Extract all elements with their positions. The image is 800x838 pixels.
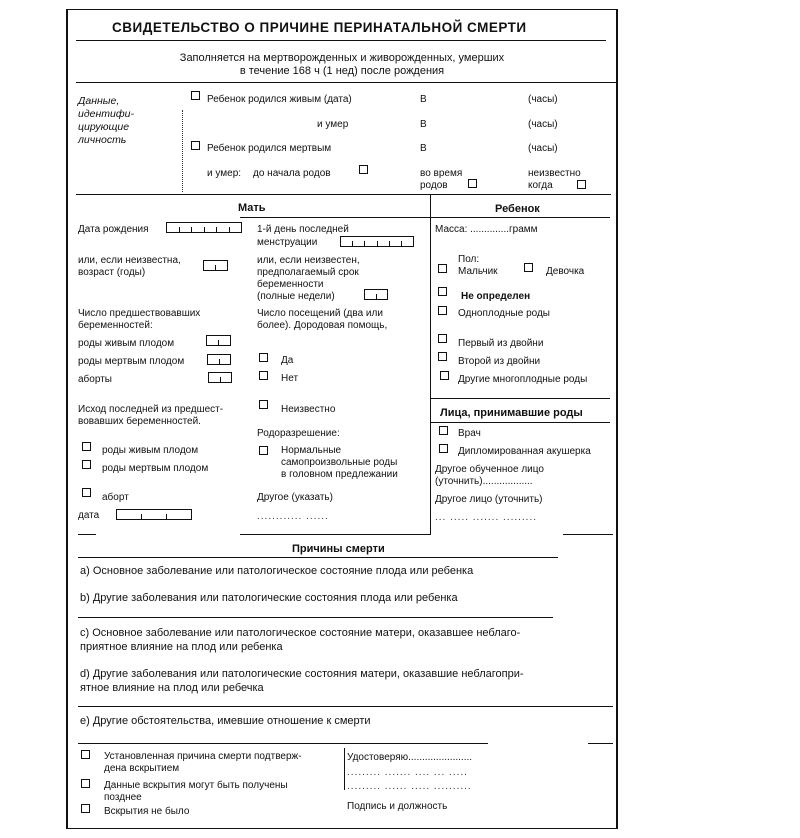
delivery-other-field[interactable]: ............ ...... (257, 511, 329, 522)
doctor-label: Врач (458, 428, 481, 439)
mass-field[interactable]: Масса: ..............грамм (435, 224, 538, 235)
outcome-date-label: дата (78, 510, 100, 521)
gestation-label-3: беременности (257, 279, 324, 290)
born-dead-label: Ребенок родился мертвым (207, 143, 332, 154)
autopsy-later-checkbox[interactable] (81, 779, 90, 788)
at-label: В (420, 119, 427, 130)
cause-b: b) Другие заболевания или патологические состояния плода или ребенка (80, 592, 458, 604)
stillbirths-label: роды мертвым плодом (78, 356, 185, 367)
during-labor-label-1: во время (420, 168, 463, 179)
causes-heading: Причины смерти (292, 543, 385, 555)
lmp-label-2: менструации (257, 237, 318, 248)
born-alive-checkbox[interactable] (191, 91, 200, 100)
live-births-input[interactable] (206, 335, 231, 346)
certify-field[interactable]: Удостоверяю....................... (347, 752, 473, 763)
autopsy-confirmed-label-1: Установленная причина смерти подтверж- (104, 751, 302, 762)
before-labor-checkbox[interactable] (359, 165, 368, 174)
autopsy-confirmed-label-2: дена вскрытием (104, 763, 180, 774)
cause-c-line-2: приятное влияние на плод или ребенка (80, 641, 283, 653)
other-person-label: Другое лицо (уточнить) (435, 494, 543, 505)
identification-label-4: личность (78, 134, 127, 146)
birth-date-label: Дата рождения (78, 224, 149, 235)
gestation-label-1: или, если неизвестен, (257, 255, 360, 266)
outcome-live-checkbox[interactable] (82, 442, 91, 451)
other-trained-label-1: Другое обученное лицо (435, 464, 544, 475)
child-heading: Ребенок (495, 203, 540, 215)
unknown-when-label-1: неизвестно (528, 168, 581, 179)
first-twin-checkbox[interactable] (438, 334, 447, 343)
unknown-when-label-2: когда (528, 180, 553, 191)
before-labor-label: до начала родов (253, 168, 331, 179)
outcome-abort-checkbox[interactable] (82, 488, 91, 497)
and-died-label: и умер (317, 119, 349, 130)
hours-label: (часы) (528, 119, 558, 130)
prenatal-unknown-checkbox[interactable] (259, 400, 268, 409)
signature-label: Подпись и должность (347, 801, 448, 812)
certify-dots-2[interactable]: ......... ...... ..... .......... (347, 781, 472, 792)
divider (78, 617, 553, 618)
hours-label: (часы) (528, 94, 558, 105)
cause-e: e) Другие обстоятельства, имевшие отношение к смерти (80, 715, 371, 727)
first-twin-label: Первый из двойни (458, 338, 544, 349)
lmp-date-input[interactable] (340, 236, 414, 247)
undetermined-checkbox[interactable] (438, 287, 447, 296)
identification-label-3: цирующие (78, 121, 130, 133)
page-title: СВИДЕТЕЛЬСТВО О ПРИЧИНЕ ПЕРИНАТАЛЬНОЙ СМЕРТИ (112, 20, 527, 35)
live-births-label: роды живым плодом (78, 338, 175, 349)
midwife-checkbox[interactable] (439, 444, 448, 453)
born-dead-checkbox[interactable] (191, 141, 200, 150)
lmp-label-1: 1-й день последней (257, 224, 349, 235)
abortions-label: аборты (78, 374, 112, 385)
divider (78, 534, 96, 535)
delivery-normal-label-2: самопроизвольные роды (281, 457, 398, 468)
age-label-2: возраст (годы) (78, 267, 146, 278)
other-multiple-label: Другие многоплодные роды (458, 374, 588, 385)
no-autopsy-checkbox[interactable] (81, 804, 90, 813)
divider (430, 422, 610, 423)
undetermined-label: Не определен (461, 291, 531, 302)
stillbirths-input[interactable] (207, 354, 231, 365)
girl-checkbox[interactable] (524, 263, 533, 272)
delivery-label: Родоразрешение: (257, 428, 340, 439)
autopsy-later-label-2: позднее (104, 792, 142, 803)
prev-pregnancies-label-1: Число предшествовавших (78, 308, 201, 319)
prenatal-yes-label: Да (281, 355, 294, 366)
subtitle-line-2: в течение 168 ч (1 нед) после рождения (239, 65, 445, 77)
gestation-label-4: (полные недели) (257, 291, 335, 302)
prenatal-no-checkbox[interactable] (259, 371, 268, 380)
last-outcome-label-2: вовавших беременностей. (78, 416, 201, 427)
divider (588, 743, 613, 744)
midwife-label: Дипломированная акушерка (458, 446, 591, 457)
doctor-checkbox[interactable] (439, 426, 448, 435)
outcome-abort-label: аборт (102, 492, 129, 503)
column-divider (430, 195, 431, 535)
gestation-label-2: предполагаемый срок (257, 267, 359, 278)
last-outcome-label-1: Исход последней из предшест- (78, 404, 224, 415)
delivery-other-label: Другое (указать) (257, 492, 333, 503)
divider (344, 748, 345, 790)
divider (563, 534, 613, 535)
born-alive-label: Ребенок родился живым (дата) (207, 94, 352, 105)
prenatal-unknown-label: Неизвестно (281, 404, 336, 415)
boy-checkbox[interactable] (438, 264, 447, 273)
divider (78, 743, 488, 744)
delivery-normal-label-1: Нормальные (281, 445, 342, 456)
delivery-normal-label-3: в головном предлежании (281, 469, 398, 480)
divider (78, 706, 613, 707)
outcome-live-label: роды живым плодом (102, 445, 199, 456)
divider (76, 40, 606, 41)
visits-label-1: Число посещений (два или (257, 308, 383, 319)
other-trained-field[interactable]: (уточнить).................. (435, 476, 533, 487)
divider (76, 194, 611, 195)
attendants-heading: Лица, принимавшие роды (440, 407, 583, 419)
singleton-checkbox[interactable] (438, 306, 447, 315)
cause-c-line-1: c) Основное заболевание или патологическое состояние матери, оказавшее неблаго- (80, 627, 521, 639)
certify-dots-1[interactable]: ......... ....... .... ... ..... (347, 767, 468, 778)
cause-d-line-2: ятное влияние на плод или ребечка (80, 682, 264, 694)
during-labor-label-2: родов (420, 180, 448, 191)
at-label: В (420, 143, 427, 154)
identification-label-2: идентифи- (78, 108, 134, 120)
at-label: В (420, 94, 427, 105)
divider (76, 82, 616, 83)
autopsy-later-label-1: Данные вскрытия могут быть получены (104, 780, 288, 791)
outcome-dead-checkbox[interactable] (82, 460, 91, 469)
identification-label-1: Данные, (78, 95, 120, 107)
cause-d-line-1: d) Другие заболевания или патологические состояния матери, оказавшие неблагопри- (80, 668, 524, 680)
hours-label: (часы) (528, 143, 558, 154)
mother-heading: Мать (238, 202, 266, 214)
divider (430, 217, 610, 218)
prenatal-no-label: Нет (281, 373, 299, 384)
cause-a: a) Основное заболевание или патологическое состояние плода или ребенка (80, 565, 474, 577)
autopsy-confirmed-checkbox[interactable] (81, 750, 90, 759)
divider (182, 110, 183, 192)
divider (240, 217, 430, 218)
second-twin-label: Второй из двойни (458, 356, 541, 367)
abortions-input[interactable] (208, 372, 232, 383)
other-person-field[interactable]: ... ..... ....... ......... (435, 512, 538, 523)
sex-label: Пол: (458, 254, 480, 265)
second-twin-checkbox[interactable] (438, 352, 447, 361)
girl-label: Девочка (546, 266, 585, 277)
unknown-when-checkbox[interactable] (577, 180, 586, 189)
prev-pregnancies-label-2: беременностей: (78, 320, 153, 331)
birth-date-input[interactable] (166, 222, 242, 233)
age-label-1: или, если неизвестна, (78, 255, 181, 266)
no-autopsy-label: Вскрытия не было (104, 806, 190, 817)
during-labor-checkbox[interactable] (468, 179, 477, 188)
other-multiple-checkbox[interactable] (440, 371, 449, 380)
outcome-dead-label: роды мертвым плодом (102, 463, 209, 474)
delivery-normal-checkbox[interactable] (259, 446, 268, 455)
visits-label-2: более). Дородовая помощь, (257, 320, 388, 331)
subtitle-line-1: Заполняется на мертворожденных и живорожденных, умерших (179, 52, 505, 64)
and-died-when-label: и умер: (207, 168, 242, 179)
divider (430, 398, 610, 399)
divider (240, 534, 430, 535)
divider (78, 557, 558, 558)
singleton-label: Одноплодные роды (458, 308, 550, 319)
age-input[interactable] (203, 260, 228, 271)
outcome-date-input[interactable] (116, 509, 192, 520)
boy-label: Мальчик (458, 266, 498, 277)
prenatal-yes-checkbox[interactable] (259, 353, 268, 362)
gestation-weeks-input[interactable] (364, 289, 388, 300)
